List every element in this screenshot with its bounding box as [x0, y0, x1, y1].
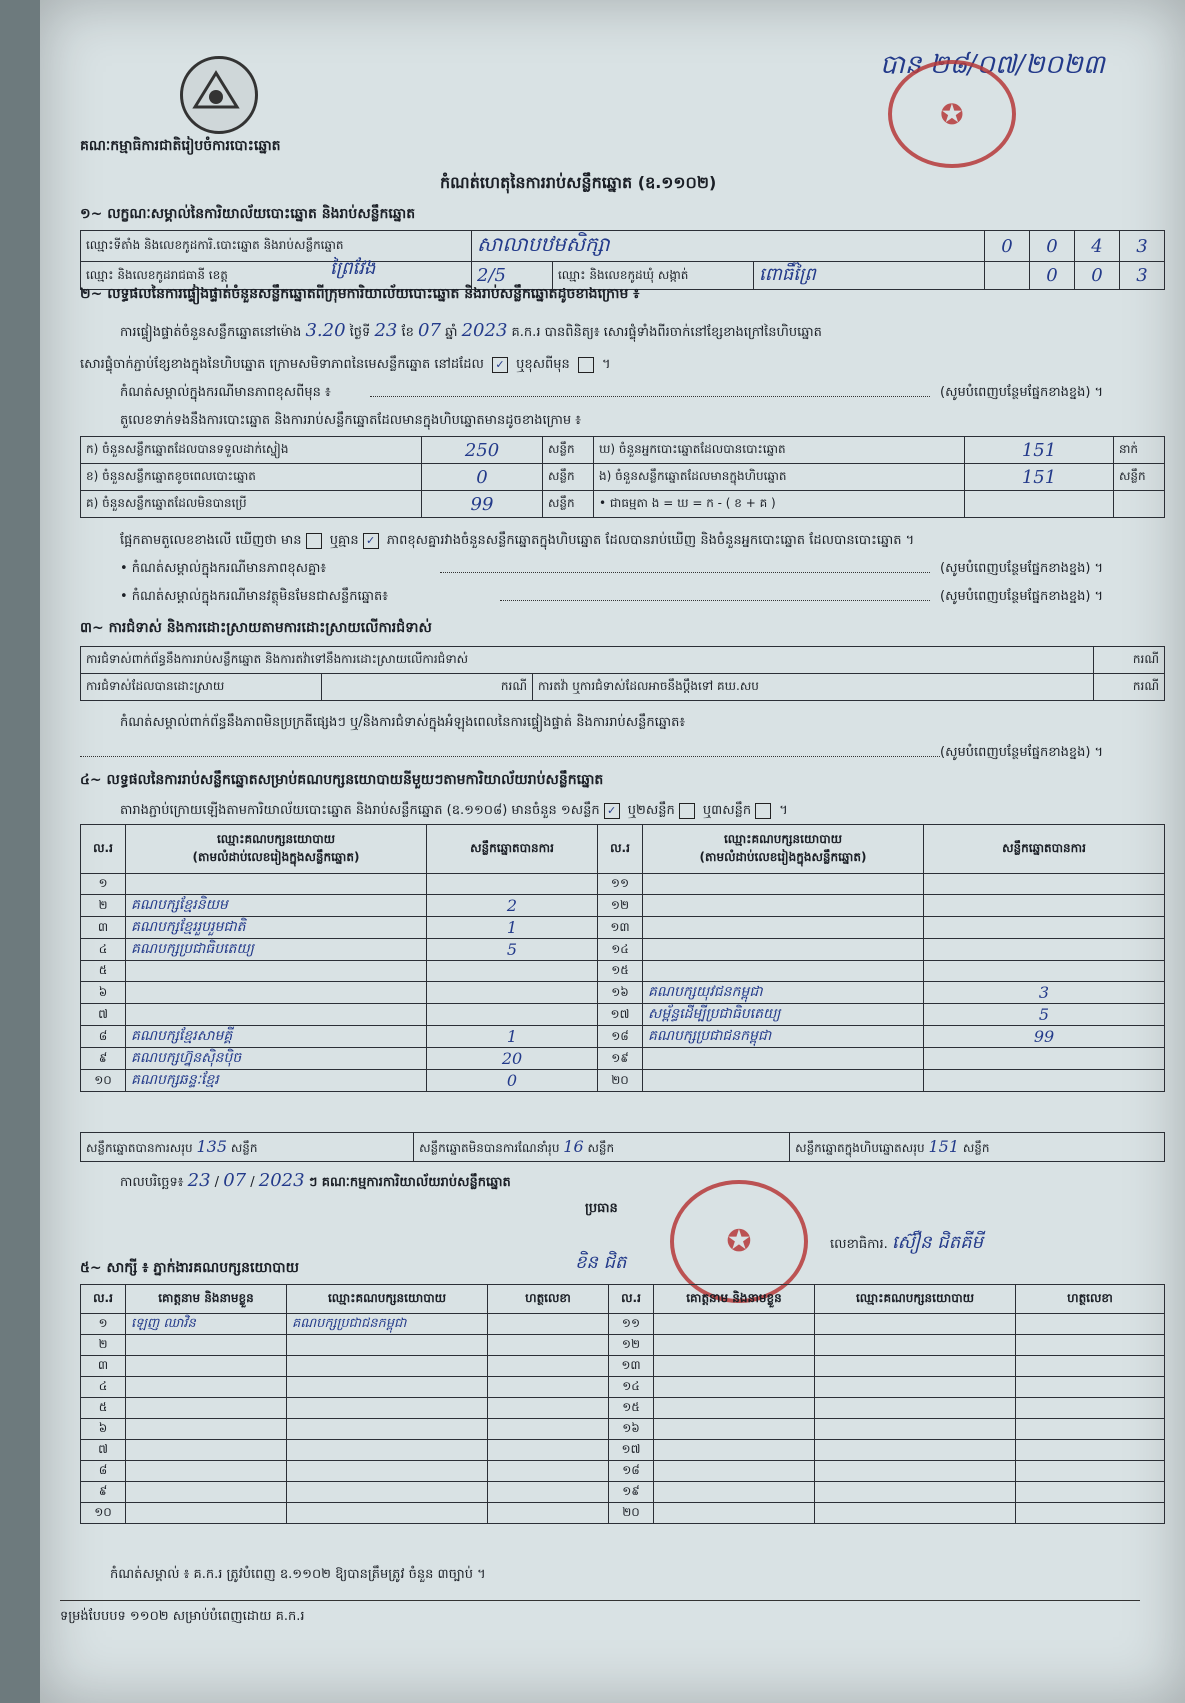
- location-label: ឈ្មោះទីតាំង និងលេខកូដការិ.បោះឆ្នោត និងរាប់សន្លឹកឆ្នោត: [81, 231, 472, 262]
- witness-signature: [488, 1419, 609, 1440]
- party-name: [643, 917, 924, 939]
- witness-party: [287, 1461, 488, 1482]
- witness-row: ៥ ១៥: [81, 1398, 1165, 1419]
- one-sheet-checkbox[interactable]: ✓: [604, 803, 620, 819]
- official-stamp-bottom: ✪: [670, 1180, 808, 1303]
- province-value: 2/5: [472, 262, 553, 290]
- section2-heading: ២~ លទ្ធផលនៃការផ្ទៀងផ្ទាត់ចំនួនសន្លឹកឆ្នោតពីក្រុមការិយាល័យបោះឆ្នោត និងរាប់សន្លឹកឆ្នោតដូចខាងក្រោម ៖: [80, 286, 640, 302]
- chair-label: ប្រធាន: [585, 1201, 618, 1216]
- party-name: គណបក្សប្រជាធិបតេយ្យ: [126, 939, 427, 961]
- party-votes: [427, 982, 598, 1004]
- figure-value: 151: [965, 464, 1114, 491]
- party-votes: [924, 1048, 1165, 1070]
- witness-signature: [488, 1377, 609, 1398]
- section3-heading: ៣~ ការជំទាស់ និងការដោះស្រាយតាមការដោះស្រាយលើការជំទាស់: [80, 620, 432, 636]
- province-handwritten: ព្រៃវែង: [330, 258, 376, 279]
- party-votes: 20: [427, 1048, 598, 1070]
- code-digit: 4: [1075, 231, 1120, 262]
- witness-party: [287, 1335, 488, 1356]
- party-row: ១០ គណបក្សឆន្ទៈខ្មែរ 0 ២០: [81, 1070, 1165, 1092]
- party-name: [643, 1070, 924, 1092]
- commune-value: ពោធិ៍ព្រៃ: [754, 262, 985, 290]
- witness-signature: [488, 1335, 609, 1356]
- party-votes: 99: [924, 1026, 1165, 1048]
- section1-heading: ១~ លក្ខណៈសម្គាល់នៃការិយាល័យបោះឆ្នោត និងរាប់សន្លឹកឆ្នោត: [80, 206, 416, 222]
- party-votes: 2: [427, 895, 598, 917]
- verification-line: ការផ្ទៀងផ្ទាត់ចំនួនសន្លឹកឆ្នោតនៅម៉ោង 3.20 ថ្ងៃទី 23 ខែ 07 ឆ្នាំ 2023 គ.ក.រ បានពិនិត្យ៖ សោរផ្ទុំទាំងពីរចាក់នៅខ្សែខាងក្រៅនៃហិបឆ្នោត: [120, 320, 822, 341]
- form-code: ទម្រង់បែបបទ ១១០២ សម្រាប់បំពេញដោយ គ.ក.រ: [60, 1609, 305, 1624]
- party-votes: 1: [427, 1026, 598, 1048]
- witness-party: [287, 1482, 488, 1503]
- section4-heading: ៤~ លទ្ធផលនៃការរាប់សន្លឹកឆ្នោតសម្រាប់គណបក្សនយោបាយនីមួយៗតាមការិយាល័យរាប់សន្លឹកឆ្នោត: [80, 772, 604, 788]
- figure-value: 0: [422, 464, 543, 491]
- party-row: ៥ ១៥: [81, 961, 1165, 982]
- no-difference-checkbox[interactable]: ✓: [363, 533, 379, 549]
- witness-row: ៩ ១៩: [81, 1482, 1165, 1503]
- difference-line: ផ្អែកតាមតួលេខខាងលើ ឃើញថា មាន ឬគ្មាន ✓ ភាពខុសគ្នារវាងចំនួនសន្លឹកឆ្នោតក្នុងហិបឆ្នោត ដែលបានរាប់ឃើញ និងចំនួនអ្នកបោះឆ្នោត ដែលបានបោះឆ្នោត ។: [120, 533, 915, 548]
- code-digit: 3: [1120, 262, 1165, 290]
- figure-value: 250: [422, 437, 543, 464]
- witness-party: [287, 1419, 488, 1440]
- witness-name: [126, 1482, 287, 1503]
- party-results-table: ល.រ ឈ្មោះគណបក្សនយោបាយ (តាមលំដាប់លេខរៀងក្នុងសន្លឹកឆ្នោត) សន្លឹកឆ្នោតបានការ ល.រ ឈ្មោះគណបក្សនយោបាយ (តាមលំដាប់លេខរៀងក្នុងសន្លឹកឆ្នោត) សន្លឹកឆ្នោតបានការ ១ ១១ ២ គណបក្សខ្មែរនិយម 2 ១២ ៣ គណបក្សខ្មែររួបរួមជាតិ 1 ១៣ ៤ គណបក្សប្រជាធិបតេយ្យ 5 ១៤ ៥ ១៥ ៦ ១៦ គណបក្សយុវជនកម្ពុជា 3 ៧ ១៧ សម្ព័ន្ធដើម្បីប្រជាធិបតេយ្យ 5 ៨ គណបក្សខ្មែរសាមគ្គី 1 ១៨ គណបក្សប្រជាជនកម្ពុជា 99 ៩ គណបក្សហ្វ៊ុនស៊ិនប៉ិច 20 ១៩ ១០ គណបក្សឆន្ទៈខ្មែរ 0 ២០: [80, 824, 1165, 1092]
- witness-name: [126, 1356, 287, 1377]
- party-name: [643, 961, 924, 982]
- party-row: ៧ ១៧ សម្ព័ន្ធដើម្បីប្រជាធិបតេយ្យ 5: [81, 1004, 1165, 1026]
- org-name: គណៈកម្មាធិការជាតិរៀបចំការបោះឆ្នោត: [80, 138, 281, 154]
- party-votes: [924, 939, 1165, 961]
- irregularity-note: កំណត់សម្គាល់ពាក់ព័ន្ធនឹងភាពមិនប្រក្រតីផ្សេងៗ ឬ/និងការជំទាស់ក្នុងអំឡុងពេលនៃការផ្ទៀងផ្ទាត់ និងការរាប់សន្លឹកឆ្នោត៖: [120, 715, 686, 730]
- party-name: [126, 874, 427, 895]
- section5-heading: ៥~ សាក្សី ៖ ភ្នាក់ងារគណបក្សនយោបាយ: [80, 1260, 299, 1276]
- nec-logo: [180, 56, 258, 134]
- party-votes: 0: [427, 1070, 598, 1092]
- figure-row: ក) ចំនួនសន្លឹកឆ្នោតដែលបានទទួលដាក់ស្នៀង 250 សន្លឹក ឃ) ចំនួនអ្នកបោះឆ្នោតដែលបានបោះឆ្នោត 151 នាក់: [81, 437, 1165, 464]
- party-name: គណបក្សប្រជាជនកម្ពុជា: [643, 1026, 924, 1048]
- party-votes: [924, 1070, 1165, 1092]
- party-name: គណបក្សខ្មែរសាមគ្គី: [126, 1026, 427, 1048]
- party-votes: [427, 1004, 598, 1026]
- has-difference-checkbox[interactable]: [306, 533, 322, 549]
- party-row: ២ គណបក្សខ្មែរនិយម 2 ១២: [81, 895, 1165, 917]
- code-digit: 0: [1030, 231, 1075, 262]
- figure-value: 99: [422, 491, 543, 518]
- witness-party: [287, 1398, 488, 1419]
- witness-row: ២ ១២: [81, 1335, 1165, 1356]
- seal-line: សោរផ្ទុំចាក់ភ្ជាប់ខ្សែខាងក្នុងនៃហិបឆ្នោត ក្រោមសមិទាភាពនៃមេសន្លឹកឆ្នោត នៅដដែល ✓ ឬខុសពីមុន ។: [80, 357, 611, 372]
- party-name: [126, 982, 427, 1004]
- party-name: គណបក្សហ្វ៊ុនស៊ិនប៉ិច: [126, 1048, 427, 1070]
- witness-row: ៤ ១៤: [81, 1377, 1165, 1398]
- party-name: [126, 1004, 427, 1026]
- party-name: [643, 1048, 924, 1070]
- witness-signature: [488, 1356, 609, 1377]
- party-votes: 5: [427, 939, 598, 961]
- valid-total: 135: [196, 1136, 228, 1156]
- chair-signature: ខិន ជិត: [575, 1252, 627, 1273]
- bullet-foreign-object: • កំណត់សម្គាល់ក្នុងករណីមានវត្ថុមិនមែនជាសន្លឹកឆ្នោត៖: [120, 589, 388, 604]
- party-row: ៦ ១៦ គណបក្សយុវជនកម្ពុជា 3: [81, 982, 1165, 1004]
- party-name: [126, 961, 427, 982]
- witness-row: ១ ឡេញ ឈាវិន គណបក្សប្រជាជនកម្ពុជា ១១: [81, 1314, 1165, 1335]
- witness-table: ល.រ គោត្តនាម និងនាមខ្លួន ឈ្មោះគណបក្សនយោបាយ ហត្ថលេខា ល.រ គោត្តនាម និងនាមខ្លួន ឈ្មោះគណបក្សនយោបាយ ហត្ថលេខា ១ ឡេញ ឈាវិន គណបក្សប្រជាជនកម្ពុជា ១១ ២ ១២ ៣ ១៣ ៤ ១៤ ៥ ១៥ ៦ ១៦ ៧ ១៧ ៨ ១៨ ៩ ១៩ ១០ ២០: [80, 1284, 1165, 1524]
- party-row: ១ ១១: [81, 874, 1165, 895]
- witness-signature: [488, 1503, 609, 1524]
- attachment-line: តារាងភ្ជាប់ក្រោយឡើងតាមការិយាល័យបោះឆ្នោត និងរាប់សន្លឹកឆ្នោត (ឧ.១១០៨) មានចំនួន ១សន្លឹក ✓ ឬ២សន្លឹក ឬ៣សន្លឹក ។: [120, 803, 788, 818]
- witness-party: [287, 1377, 488, 1398]
- witness-signature: [488, 1398, 609, 1419]
- commune-label: ឈ្មោះ និងលេខកូដឃុំ សង្កាត់: [553, 262, 754, 290]
- witness-party: [287, 1356, 488, 1377]
- witness-row: ៨ ១៨: [81, 1461, 1165, 1482]
- figure-value: 151: [965, 437, 1114, 464]
- party-votes: [427, 961, 598, 982]
- party-row: ៤ គណបក្សប្រជាធិបតេយ្យ 5 ១៤: [81, 939, 1165, 961]
- box-total: 151: [928, 1136, 960, 1156]
- province-label: ឈ្មោះ និងលេខកូដរាជធានី ខេត្ត: [81, 262, 472, 290]
- party-name: គណបក្សឆន្ទៈខ្មែរ: [126, 1070, 427, 1092]
- witness-row: ៦ ១៦: [81, 1419, 1165, 1440]
- party-row: ៣ គណបក្សខ្មែររួបរួមជាតិ 1 ១៣: [81, 917, 1165, 939]
- party-name: គណបក្សយុវជនកម្ពុជា: [643, 982, 924, 1004]
- code-digit: 0: [1075, 262, 1120, 290]
- witness-row: ៧ ១៧: [81, 1440, 1165, 1461]
- fill-hint: (សូមបំពេញបន្ថែមផ្នែកខាងខ្នង) ។: [940, 385, 1104, 400]
- witness-row: ១០ ២០: [81, 1503, 1165, 1524]
- same-checkbox[interactable]: ✓: [492, 357, 508, 373]
- party-name: គណបក្សខ្មែររួបរួមជាតិ: [126, 917, 427, 939]
- party-votes: 3: [924, 982, 1165, 1004]
- witness-signature: [488, 1482, 609, 1503]
- party-votes: [924, 917, 1165, 939]
- witness-name: [126, 1440, 287, 1461]
- party-votes: 1: [427, 917, 598, 939]
- witness-name: [126, 1398, 287, 1419]
- party-row: ៨ គណបក្សខ្មែរសាមគ្គី 1 ១៨ គណបក្សប្រជាជនកម្ពុជា 99: [81, 1026, 1165, 1048]
- count-date: កាលបរិច្ឆេទ៖ 23 / 07 / 2023 ៗ គណៈកម្មការការិយាល័យរាប់សន្លឹកឆ្នោត: [120, 1170, 511, 1191]
- code-digit: 0: [1030, 262, 1075, 290]
- location-value: សាលាបឋមសិក្សា: [472, 231, 985, 262]
- form-page: គណៈកម្មាធិការជាតិរៀបចំការបោះឆ្នោត កំណត់ហេតុនៃការរាប់សន្លឹកឆ្នោត (ឧ.១១០២) បាន ២៨/០៧/២០២៣ ✪ ១~ លក្ខណៈសម្គាល់នៃការិយាល័យបោះឆ្នោត និងរាប់សន្លឹកឆ្នោត ឈ្មោះទីតាំង និងលេខកូដការិ.បោះឆ្នោត និងរាប់សន្លឹកឆ្នោត សាលាបឋមសិក្សា 0 0 4 3 ឈ្មោះ និងលេខកូដរាជធានី ខេត្ត 2/5 ឈ្មោះ និងលេខកូដឃុំ សង្កាត់ ពោធិ៍ព្រៃ 0 0 3 ព្រៃវែង ២~ លទ្ធផលនៃការផ្ទៀងផ្ទាត់ចំនួនសន្លឹកឆ្នោតពីក្រុមការិយាល័យបោះឆ្នោត និងរាប់សន្លឹកឆ្នោតដូចខាងក្រោម ៖ ការផ្ទៀងផ្ទាត់ចំនួនសន្លឹកឆ្នោតនៅម៉ោង 3.20 ថ្ងៃទី 23 ខែ 07 ឆ្នាំ 2023 គ.ក.រ បានពិនិត្យ៖ សោរផ្ទុំទាំងពីរចាក់នៅខ្សែខាងក្រៅនៃហិបឆ្នោត សោរផ្ទុំចាក់ភ្ជាប់ខ្សែខាងក្នុងនៃហិបឆ្នោត ក្រោមសមិទាភាពនៃមេសន្លឹកឆ្នោត នៅដដែល ✓ ឬខុសពីមុន ។ កំណត់សម្គាល់ក្នុងករណីមានភាពខុសពីមុន ៖ (សូមបំពេញបន្ថែមផ្នែកខាងខ្នង) ។ តួលេខទាក់ទងនឹងការបោះឆ្នោត និងការរាប់សន្លឹកឆ្នោតដែលមានក្នុងហិបឆ្នោតមានដូចខាងក្រោម ៖ ក) ចំនួនសន្លឹកឆ្នោតដែលបានទទួលដាក់ស្នៀង 250 សន្លឹក ឃ) ចំនួនអ្នកបោះឆ្នោតដែលបានបោះឆ្នោត 151 នាក់ ខ) ចំនួនសន្លឹកឆ្នោតខូចពេលបោះឆ្នោត 0 សន្លឹក ង) ចំនួនសន្លឹកឆ្នោតដែលមានក្នុងហិបឆ្នោត 151 សន្លឹក គ) ចំនួនសន្លឹកឆ្នោតដែលមិនបានប្រើ 99 សន្លឹក • ជាធម្មតា ង = ឃ = ក - ( ខ + គ ) ផ្អែកតាមតួលេខខាងលើ ឃើញថា មាន ឬគ្មាន ✓ ភាពខុសគ្នារវាងចំនួនសន្លឹកឆ្នោតក្នុងហិបឆ្នោត ដែលបានរាប់ឃើញ និងចំនួនអ្នកបោះឆ្នោត ដែលបានបោះឆ្នោត ។ • កំណត់សម្គាល់ក្នុងករណីមានភាពខុសគ្នា៖ (សូមបំពេញបន្ថែមផ្នែកខាងខ្នង) ។ • កំណត់សម្គាល់ក្នុងករណីមានវត្ថុមិនមែនជាសន្លឹកឆ្នោត៖ (សូមបំពេញបន្ថែមផ្នែកខាងខ្នង) ។ ៣~ ការជំទាស់ និងការដោះស្រាយតាមការដោះស្រាយលើការជំទាស់ ការជំទាស់ពាក់ព័ន្ធនឹងការរាប់សន្លឹកឆ្នោត និងការតវ៉ាទៅនឹងការដោះស្រាយលើការជំទាស់ ករណី ការជំទាស់ដែលបានដោះស្រាយ ករណី ការតវ៉ា ឬការជំទាស់ដែលអាចនឹងប្តឹងទៅ គឃ.សប ករណី កំណត់សម្គាល់ពាក់ព័ន្ធនឹងភាពមិនប្រក្រតីផ្សេងៗ ឬ/និងការជំទាស់ក្នុងអំឡុងពេលនៃការផ្ទៀងផ្ទាត់ និងការរាប់សន្លឹកឆ្នោត៖ (សូមបំពេញបន្ថែមផ្នែកខាងខ្នង) ។ ៤~ លទ្ធផលនៃការរាប់សន្លឹកឆ្នោតសម្រាប់គណបក្សនយោបាយនីមួយៗតាមការិយាល័យរាប់សន្លឹកឆ្នោត តារាងភ្ជាប់ក្រោយឡើងតាមការិយាល័យបោះឆ្នោត និងរាប់សន្លឹកឆ្នោត (ឧ.១១០៨) មានចំនួន ១សន្លឹក ✓ ឬ២សន្លឹក ឬ៣សន្លឹក ។ ល.រ ឈ្មោះគណបក្សនយោបាយ (តាមលំដាប់លេខរៀងក្នុងសន្លឹកឆ្នោត) សន្លឹកឆ្នោតបានការ ល.រ ឈ្មោះគណបក្សនយោបាយ (តាមលំដាប់លេខរៀងក្នុងសន្លឹកឆ្នោត) សន្លឹកឆ្នោតបានការ ១ ១១ ២ គណបក្សខ្មែរនិយម 2 ១២ ៣ គណបក្សខ្មែររួបរួមជាតិ 1 ១៣ ៤ គណបក្សប្រជាធិបតេយ្យ 5 ១៤ ៥ ១៥ ៦ ១៦ គណបក្សយុវជនកម្ពុជា 3 ៧ ១៧ សម្ព័ន្ធដើម្បីប្រជាធិបតេយ្យ 5 ៨ គណបក្សខ្មែរសាមគ្គី 1 ១៨ គណបក្សប្រជាជនកម្ពុជា 99 ៩ គណបក្សហ្វ៊ុនស៊ិនប៉ិច 20 ១៩ ១០ គណបក្សឆន្ទៈខ្មែរ 0 ២០ សន្លឹកឆ្នោតបានការសរុប 135 សន្លឹក សន្លឹកឆ្នោតមិនបានការណែនាំរុប 16 សន្លឹក សន្លឹកឆ្នោតក្នុងហិបឆ្នោតសរុប 151 សន្លឹក កាលបរិច្ឆេទ៖ 23 / 07 / 2023 ៗ គណៈកម្មការការិយាល័យរាប់សន្លឹកឆ្នោត ប្រធាន ខិន ជិត ✪ លេខាធិការ. ស៊ឿន ជិតគីមី ៥~ សាក្សី ៖ ភ្នាក់ងារគណបក្សនយោបាយ ល.រ គោត្តនាម និងនាមខ្លួន ឈ្មោះគណបក្សនយោបាយ ហត្ថលេខា ល.រ គោត្តនាម និងនាមខ្លួន ឈ្មោះគណបក្សនយោបាយ ហត្ថលេខា ១ ឡេញ ឈាវិន គណបក្សប្រជាជនកម្ពុជា ១១ ២ ១២ ៣ ១៣ ៤ ១៤ ៥ ១៥ ៦ ១៦ ៧ ១៧ ៨ ១៨ ៩ ១៩ ១០ ២០ កំណត់សម្គាល់ ៖ គ.ក.រ ត្រូវបំពេញ ឧ.១១០២ ឱ្យបានត្រឹមត្រូវ ចំនួន ៣ច្បាប់ ។ ទម្រង់បែបបទ ១១០២ សម្រាប់បំពេញដោយ គ.ក.រ: [40, 0, 1185, 1703]
- party-name: [643, 895, 924, 917]
- difference-note-label: កំណត់សម្គាល់ក្នុងករណីមានភាពខុសពីមុន ៖: [120, 385, 331, 400]
- witness-signature: [488, 1314, 609, 1335]
- code-digit: 0: [985, 231, 1030, 262]
- figures-intro: តួលេខទាក់ទងនឹងការបោះឆ្នោត និងការរាប់សន្លឹកឆ្នោតដែលមានក្នុងហិបឆ្នោតមានដូចខាងក្រោម ៖: [120, 413, 581, 428]
- witness-row: ៣ ១៣: [81, 1356, 1165, 1377]
- figure-row: គ) ចំនួនសន្លឹកឆ្នោតដែលមិនបានប្រើ 99 សន្លឹក • ជាធម្មតា ង = ឃ = ក - ( ខ + គ ): [81, 491, 1165, 518]
- witness-party: [287, 1503, 488, 1524]
- witness-name: ឡេញ ឈាវិន: [126, 1314, 287, 1335]
- three-sheet-checkbox[interactable]: [755, 803, 771, 819]
- secretary: លេខាធិការ. ស៊ឿន ជិតគីមី: [830, 1232, 983, 1253]
- form-title: កំណត់ហេតុនៃការរាប់សន្លឹកឆ្នោត (ឧ.១១០២): [440, 173, 717, 192]
- party-name: [643, 874, 924, 895]
- bullet-difference: • កំណត់សម្គាល់ក្នុងករណីមានភាពខុសគ្នា៖: [120, 561, 327, 576]
- figures-table: [80, 436, 1165, 518]
- party-name: [643, 939, 924, 961]
- objection-table: ការជំទាស់ពាក់ព័ន្ធនឹងការរាប់សន្លឹកឆ្នោត និងការតវ៉ាទៅនឹងការដោះស្រាយលើការជំទាស់ ករណី ការជំទាស់ដែលបានដោះស្រាយ ករណី ការតវ៉ា ឬការជំទាស់ដែលអាចនឹងប្តឹងទៅ គឃ.សប ករណី: [80, 646, 1165, 701]
- party-row: ៩ គណបក្សហ្វ៊ុនស៊ិនប៉ិច 20 ១៩: [81, 1048, 1165, 1070]
- different-checkbox[interactable]: [578, 357, 594, 373]
- witness-signature: [488, 1461, 609, 1482]
- figure-row: ខ) ចំនួនសន្លឹកឆ្នោតខូចពេលបោះឆ្នោត 0 សន្លឹក ង) ចំនួនសន្លឹកឆ្នោតដែលមានក្នុងហិបឆ្នោត 151 សន្លឹក: [81, 464, 1165, 491]
- party-name: សម្ព័ន្ធដើម្បីប្រជាធិបតេយ្យ: [643, 1004, 924, 1026]
- witness-name: [126, 1419, 287, 1440]
- official-stamp-top: ✪: [888, 60, 1016, 168]
- party-name: គណបក្សខ្មែរនិយម: [126, 895, 427, 917]
- witness-party: [287, 1440, 488, 1461]
- party-votes: [924, 961, 1165, 982]
- witness-name: [126, 1503, 287, 1524]
- code-digit: 3: [1120, 231, 1165, 262]
- witness-signature: [488, 1440, 609, 1461]
- handwritten-date: បាន ២៨/០៧/២០២៣: [880, 50, 1105, 80]
- party-votes: [924, 895, 1165, 917]
- party-votes: [427, 874, 598, 895]
- party-votes: 5: [924, 1004, 1165, 1026]
- footer-note: កំណត់សម្គាល់ ៖ គ.ក.រ ត្រូវបំពេញ ឧ.១១០២ ឱ្យបានត្រឹមត្រូវ ចំនួន ៣ច្បាប់ ។: [110, 1567, 486, 1582]
- location-table: [80, 230, 1165, 290]
- two-sheet-checkbox[interactable]: [679, 803, 695, 819]
- witness-name: [126, 1461, 287, 1482]
- totals-row: សន្លឹកឆ្នោតបានការសរុប 135 សន្លឹក សន្លឹកឆ្នោតមិនបានការណែនាំរុប 16 សន្លឹក សន្លឹកឆ្នោតក្នុងហិបឆ្នោតសរុប 151 សន្លឹក: [80, 1132, 1165, 1162]
- witness-party: គណបក្សប្រជាជនកម្ពុជា: [287, 1314, 488, 1335]
- witness-name: [126, 1335, 287, 1356]
- figure-value: [965, 491, 1114, 518]
- witness-name: [126, 1377, 287, 1398]
- party-votes: [924, 874, 1165, 895]
- invalid-total: 16: [563, 1136, 584, 1156]
